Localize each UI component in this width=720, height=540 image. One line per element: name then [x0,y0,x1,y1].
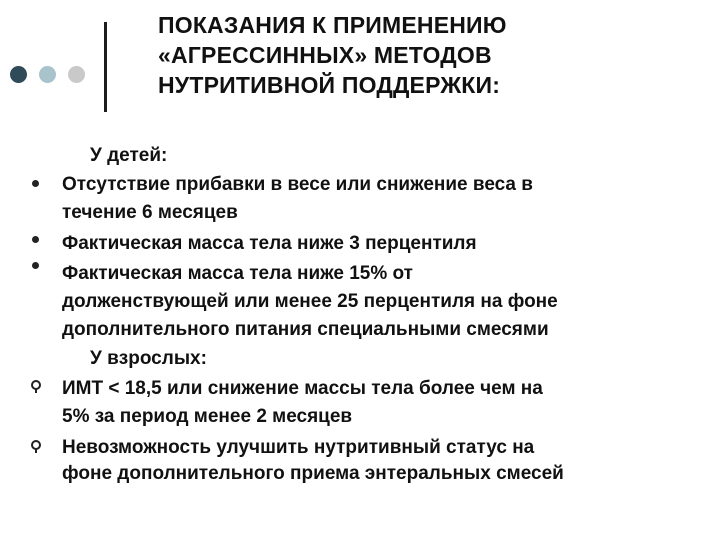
solid-bullet-icon [32,236,39,243]
list-item-line: течение 6 месяцев [62,202,238,223]
list-item-line: Отсутствие прибавки в весе или снижение веса в [62,174,533,195]
list-item-line: Фактическая масса тела ниже 15% от [62,263,413,284]
title-line-3: НУТРИТИВНОЙ ПОДДЕРЖКИ: [158,72,501,98]
list-item-line: фоне дополнительного приема энтеральных смесей [62,463,564,484]
list-item-line: Невозможность улучшить нутритивный статус на [62,437,535,458]
list-item-line: дополнительного питания специальными смесями [62,319,549,340]
list-item-line: долженствующей или менее 25 перцентиля на фоне [62,291,558,312]
list-item-line: Фактическая масса тела ниже 3 перцентиля [62,233,477,254]
solid-bullet-icon [32,262,39,269]
list-item-line: 5% за период менее 2 месяцев [62,406,353,427]
children-heading: У детей: [90,145,168,166]
solid-bullet-icon [32,180,39,187]
adults-heading: У взрослых: [90,348,207,369]
hollow-bullet-icon [31,380,41,390]
title-line-1: ПОКАЗАНИЯ К ПРИМЕНЕНИЮ [158,12,507,38]
title-line-2: «АГРЕССИННЫХ» МЕТОДОВ [158,42,492,68]
hollow-bullet-icon [31,440,41,450]
list-item-line: ИМТ < 18,5 или снижение массы тела более чем на [62,378,543,399]
